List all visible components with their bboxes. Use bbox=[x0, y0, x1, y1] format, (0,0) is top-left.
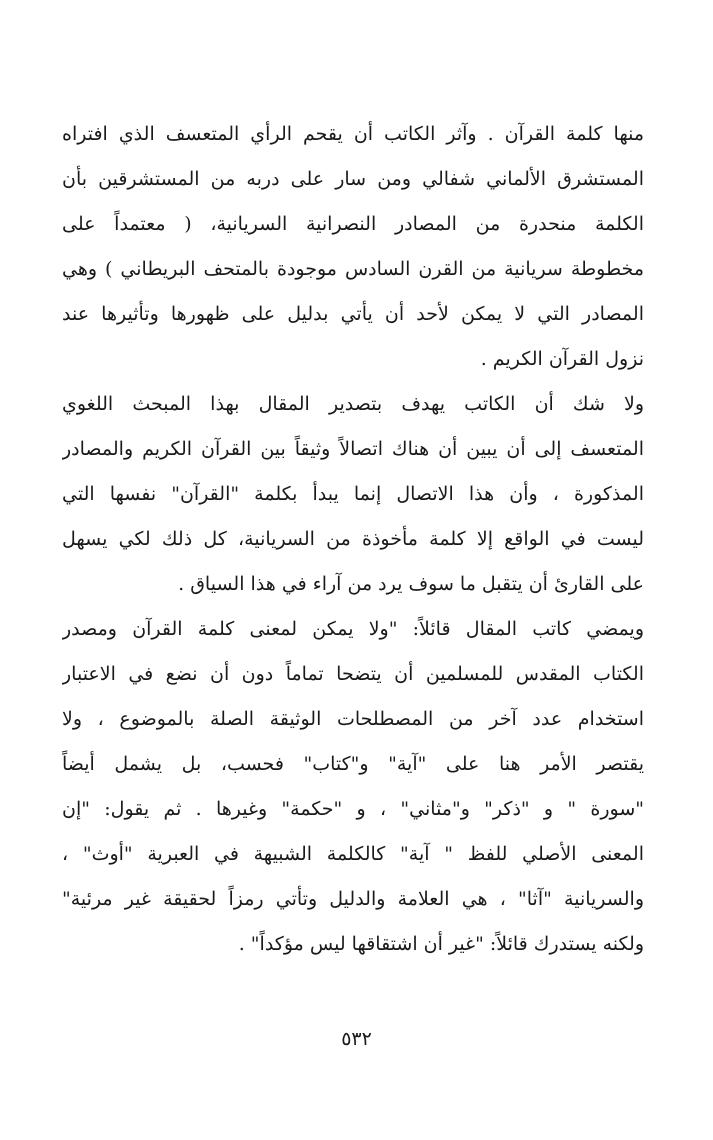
text-line: "سورة " و "ذكر" و"مثاني" ، و "حكمة" وغيرها . ثم يقول: "إن bbox=[62, 798, 644, 820]
text-line: الكلمة منحدرة من المصادر النصرانية السريانية، ( معتمداً على bbox=[62, 213, 644, 235]
text-line: المتعسف إلى أن يبين أن هناك اتصالاً وثيقاً بين القرآن الكريم والمصادر bbox=[62, 438, 644, 460]
text-line: المستشرق الألماني شفالي ومن سار على دربه من المستشرقين بأن bbox=[62, 168, 644, 190]
text-line: والسريانية "آثا" ، هي العلامة والدليل وتأتي رمزاً لحقيقة غير مرئية" bbox=[62, 888, 644, 910]
text-line: ويمضي كاتب المقال قائلاً: "ولا يمكن لمعنى كلمة القرآن ومصدر bbox=[62, 618, 644, 640]
text-line: المصادر التي لا يمكن لأحد أن يأتي بدليل على ظهورها وتأثيرها عند bbox=[62, 303, 644, 325]
body-text bbox=[62, 112, 644, 967]
text-line: منها كلمة القرآن . وآثر الكاتب أن يقحم الرأي المتعسف الذي افتراه bbox=[62, 123, 644, 145]
text-line: مخطوطة سريانية من القرن السادس موجودة بالمتحف البريطاني ) وهي bbox=[62, 258, 644, 280]
text-line: ولكنه يستدرك قائلاً: "غير أن اشتقاقها ليس مؤكداً" . bbox=[238, 933, 644, 955]
text-line: على القارئ أن يتقبل ما سوف يرد من آراء في هذا السياق . bbox=[178, 573, 644, 595]
text-line: استخدام عدد آخر من المصطلحات الوثيقة الصلة بالموضوع ، ولا bbox=[62, 708, 644, 730]
page-number: ٥٣٢ bbox=[341, 1028, 372, 1050]
paragraph-1 bbox=[62, 112, 644, 382]
text-line: الكتاب المقدس للمسلمين أن يتضحا تماماً دون أن نضع في الاعتبار bbox=[62, 663, 644, 685]
text-line: المذكورة ، وأن هذا الاتصال إنما يبدأ بكلمة "القرآن" نفسها التي bbox=[62, 483, 644, 505]
text-line: ولا شك أن الكاتب يهدف بتصدير المقال بهذا المبحث اللغوي bbox=[62, 393, 644, 415]
text-line: نزول القرآن الكريم . bbox=[480, 348, 644, 370]
text-line: يقتصر الأمر هنا على "آية" و"كتاب" فحسب، بل يشمل أيضاً bbox=[62, 753, 644, 775]
paragraph-3 bbox=[62, 607, 644, 967]
text-line: ليست في الواقع إلا كلمة مأخوذة من السريانية، كل ذلك لكي يسهل bbox=[62, 528, 644, 550]
paragraph-2 bbox=[62, 382, 644, 607]
text-line: المعنى الأصلي للفظ " آية" كالكلمة الشبيهة في العبرية "أوث" ، bbox=[62, 843, 644, 865]
